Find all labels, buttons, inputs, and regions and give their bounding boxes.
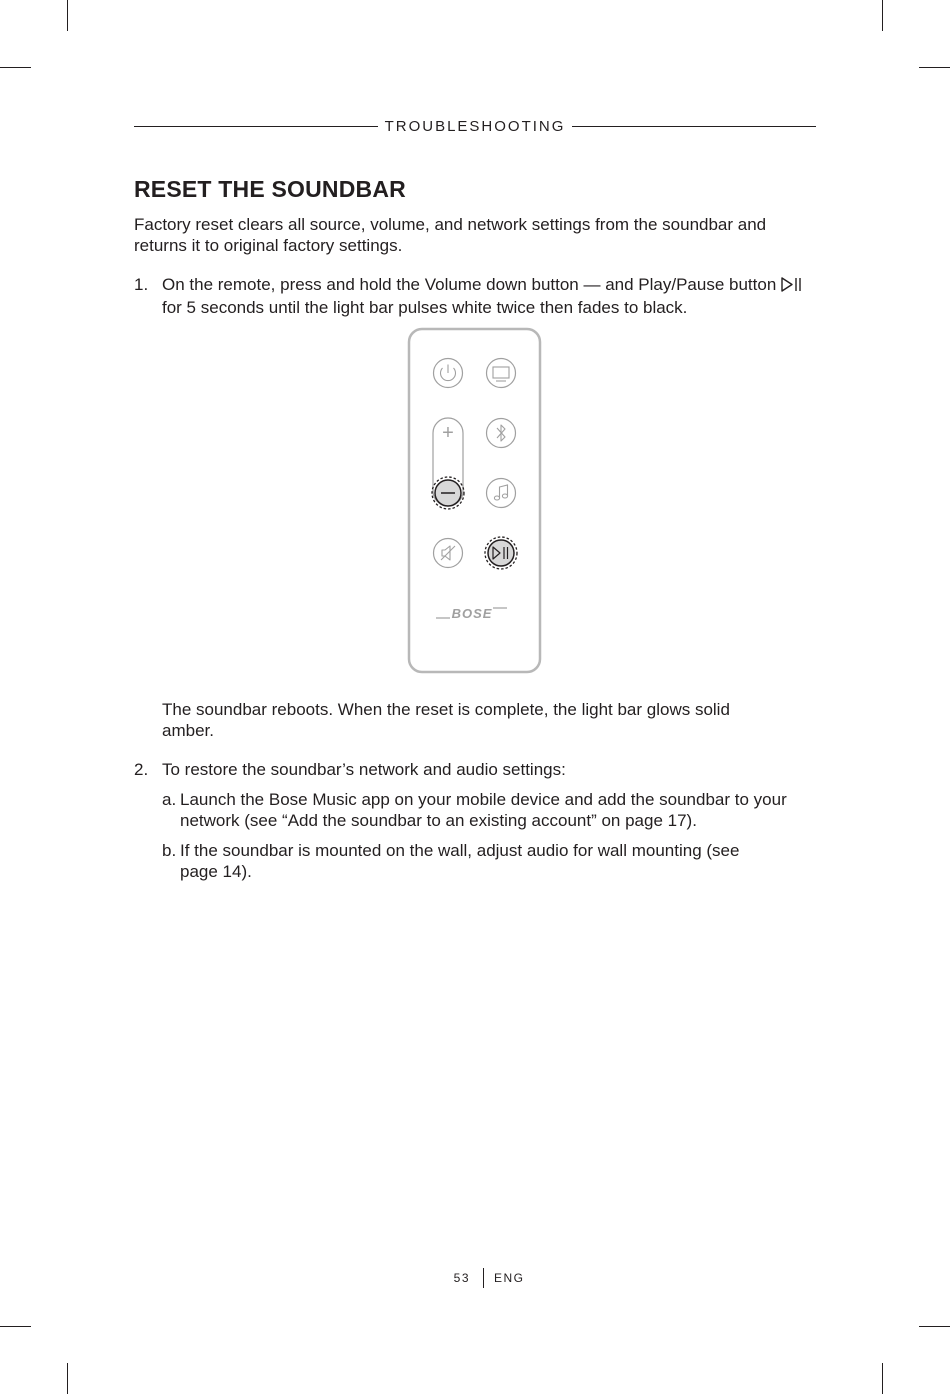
intro-paragraph: Factory reset clears all source, volume, and network settings from the soundbar and returns it to original factory settings. [134, 215, 767, 255]
music-icon [487, 479, 516, 508]
step-number: 1. [134, 275, 149, 294]
page-number: 53 [453, 1271, 470, 1285]
step-number: 2. [134, 760, 149, 779]
substep-a-text: Launch the Bose Music app on your mobile device and add the soundbar to your network (see “Add the soundbar to an existing account” on page 17). [180, 790, 787, 830]
language-code: ENG [494, 1271, 525, 1285]
crop-mark [0, 67, 31, 68]
crop-mark [0, 1326, 31, 1327]
substep-a [162, 789, 824, 831]
tv-icon [487, 359, 516, 388]
crop-mark [67, 0, 68, 31]
step-1-text [162, 274, 824, 318]
step-2 [134, 759, 824, 780]
remote-illustration [134, 327, 824, 699]
footer-separator [483, 1268, 484, 1288]
brand-name: BOSE [451, 606, 493, 621]
substep-b [162, 840, 824, 882]
crop-mark [882, 0, 883, 31]
power-icon [434, 359, 463, 388]
play-pause-icon [781, 276, 803, 297]
substep-letter: a. [162, 790, 177, 809]
page-footer [0, 1268, 950, 1290]
step-1-text-after: for 5 seconds until the light bar pulses white twice then fades to black. [162, 298, 688, 317]
page-title: RESET THE SOUNDBAR [134, 176, 406, 202]
crop-mark [67, 1363, 68, 1394]
substep-b-text: If the soundbar is mounted on the wall, adjust audio for wall mounting (see page 14). [180, 841, 740, 881]
header-rule-right [572, 126, 816, 127]
crop-mark [882, 1363, 883, 1394]
crop-mark [919, 1326, 950, 1327]
header-rule-left [134, 126, 378, 127]
remote-control [404, 327, 544, 675]
bluetooth-icon [487, 419, 516, 448]
mute-icon [434, 539, 463, 568]
section-header [134, 116, 816, 136]
section-label: TROUBLESHOOTING [384, 117, 566, 135]
volume-plus-label: + [442, 422, 454, 444]
step-2-text: To restore the soundbar’s network and audio settings: [162, 760, 566, 779]
step-1-result: The soundbar reboots. When the reset is complete, the light bar glows solid amber. [162, 700, 730, 740]
main-content [134, 174, 824, 882]
step-1 [134, 274, 824, 318]
step-1-text-before: On the remote, press and hold the Volume down button — and Play/Pause button [162, 275, 782, 294]
crop-mark [919, 67, 950, 68]
substep-letter: b. [162, 841, 177, 860]
